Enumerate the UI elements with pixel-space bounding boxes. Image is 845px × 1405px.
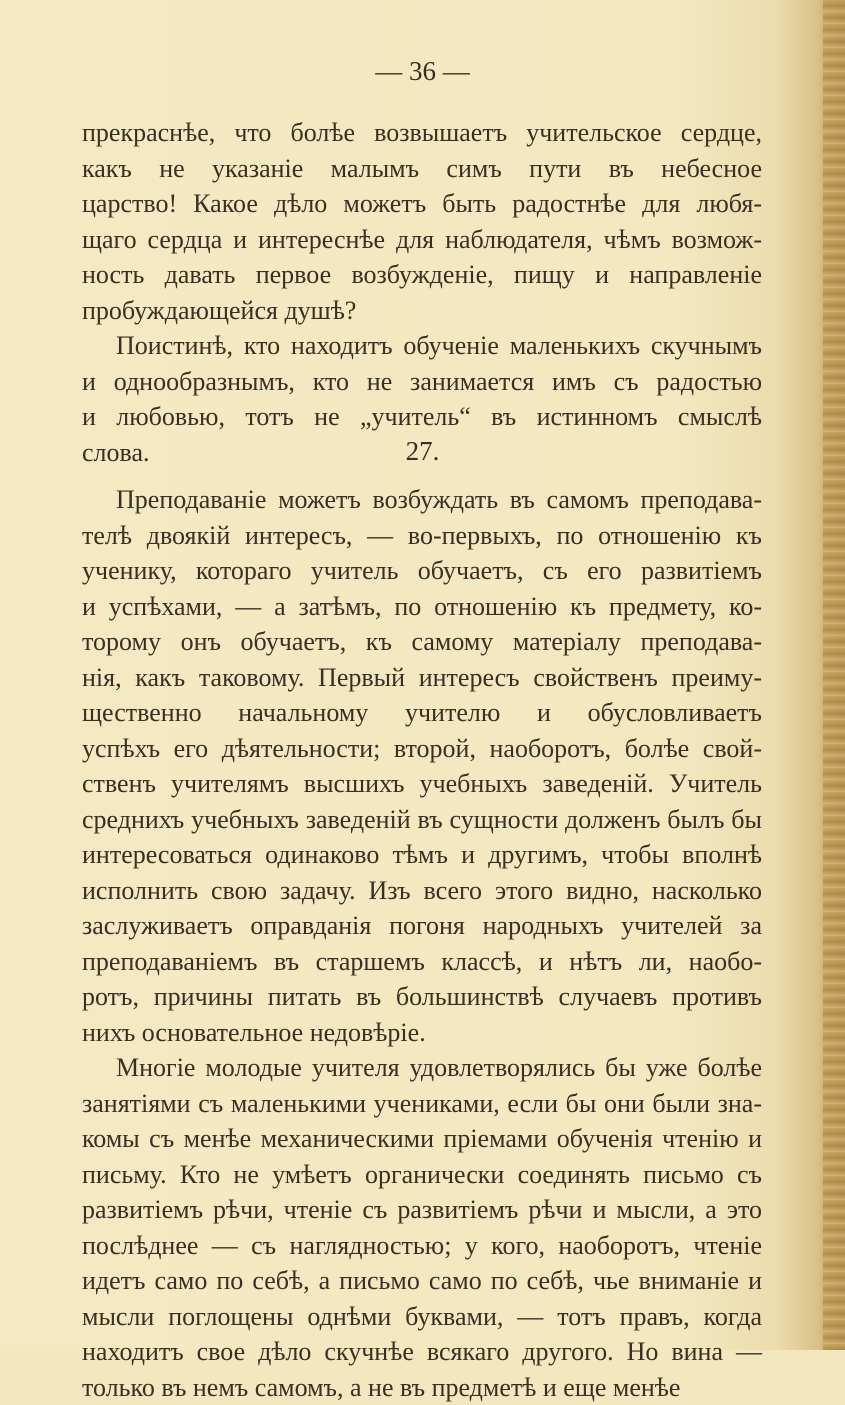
text-line: пробуждающейся душѣ? [82, 293, 762, 329]
text-line: ственъ учителямъ высшихъ учебныхъ заведеній. Учитель [82, 766, 762, 802]
text-block-bottom [82, 482, 762, 1405]
text-line: Преподаваніе можетъ возбуждать въ самомъ преподава- [82, 482, 762, 518]
text-line: Поистинѣ, кто находитъ обученіе маленькихъ скучнымъ [82, 328, 762, 364]
text-line: ученику, котораго учитель обучаетъ, съ его развитіемъ [82, 553, 762, 589]
text-line: ность давать первое возбужденіе, пищу и направленіе [82, 257, 762, 293]
text-line: послѣднее — съ наглядностью; у кого, наоборотъ, чтеніе [82, 1228, 762, 1264]
text-line: и любовью, тотъ не „учитель“ въ истинномъ смыслѣ [82, 399, 762, 435]
text-line: телѣ двоякій интересъ, — во-первыхъ, по отношенію къ [82, 518, 762, 554]
text-line: комы съ менѣе механическими пріемами обученія чтенію и [82, 1121, 762, 1157]
text-line: прекраснѣе, что болѣе возвышаетъ учительское сердце, [82, 115, 762, 151]
text-line: царство! Какое дѣло можетъ быть радостнѣе для любя- [82, 186, 762, 222]
text-line: и однообразнымъ, кто не занимается имъ съ радостью [82, 364, 762, 400]
text-block-top [82, 115, 762, 470]
text-line: среднихъ учебныхъ заведеній въ сущности долженъ былъ бы [82, 802, 762, 838]
text-line: развитіемъ рѣчи, чтеніе съ развитіемъ рѣчи и мысли, а это [82, 1192, 762, 1228]
text-line: успѣхъ его дѣятельности; второй, наоборотъ, болѣе свой- [82, 731, 762, 767]
section-number: 27. [0, 436, 845, 467]
page-number: — 36 — [0, 56, 845, 87]
text-line: исполнить свою задачу. Изъ всего этого видно, насколько [82, 873, 762, 909]
text-line: идетъ само по себѣ, а письмо само по себѣ, чье вниманіе и [82, 1263, 762, 1299]
page-edge [823, 0, 845, 1350]
text-line: нія, какъ таковому. Первый интересъ свойственъ преиму- [82, 660, 762, 696]
text-line: интересоваться одинаково тѣмъ и другимъ, чтобы вполнѣ [82, 837, 762, 873]
text-line: торому онъ обучаетъ, къ самому матеріалу преподава- [82, 624, 762, 660]
text-line: заслуживаетъ оправданія погоня народныхъ учителей за [82, 908, 762, 944]
text-line: какъ не указаніе малымъ симъ пути въ небесное [82, 151, 762, 187]
text-line: нихъ основательное недовѣріе. [82, 1015, 762, 1051]
text-line: ротъ, причины питать въ большинствѣ случаевъ противъ [82, 979, 762, 1015]
text-line: занятіями съ маленькими учениками, если бы они были зна- [82, 1086, 762, 1122]
text-line: мысли поглощены однѣми буквами, — тотъ правъ, когда [82, 1299, 762, 1335]
text-line: преподаваніемъ въ старшемъ классѣ, и нѣтъ ли, наобо- [82, 944, 762, 980]
text-line: Многіе молодые учителя удовлетворялись бы уже болѣе [82, 1050, 762, 1086]
text-line: и успѣхами, — а затѣмъ, по отношенію къ предмету, ко- [82, 589, 762, 625]
text-line: слова. [82, 435, 762, 471]
text-line: находитъ свое дѣло скучнѣе всякаго другого. Но вина — [82, 1334, 762, 1370]
text-line: щаго сердца и интереснѣе для наблюдателя, чѣмъ возмож- [82, 222, 762, 258]
text-line: щественно начальному учителю и обусловливаетъ [82, 695, 762, 731]
text-line: письму. Кто не умѣетъ органически соединять письмо съ [82, 1157, 762, 1193]
text-line: только въ немъ самомъ, а не въ предметѣ и еще менѣе [82, 1370, 762, 1405]
